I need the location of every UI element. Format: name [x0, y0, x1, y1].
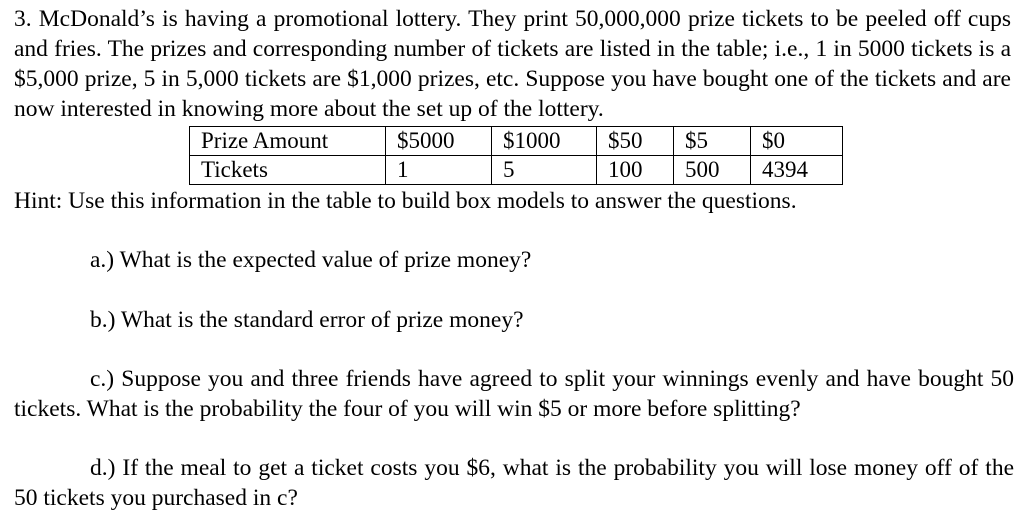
question-c: [14, 364, 1014, 424]
question-b: [14, 305, 1014, 335]
row-label-prize-amount: Prize Amount: [190, 127, 386, 156]
question-b-text: b.) What is the standard error of prize money?: [90, 307, 524, 333]
hint-text: Hint: Use this information in the table to build box models to answer the questions.: [14, 188, 797, 214]
question-c-text: c.) Suppose you and three friends have agreed to split your winnings evenly and have bought 50 tickets. What is the probability the four of you will win $5 or more before splitting?: [14, 366, 1014, 422]
table-cell: 4394: [751, 156, 843, 185]
problem-intro: 3. McDonald’s is having a promotional lottery. They print 50,000,000 prize tickets to be peeled off cups and fries. The prizes and corresponding number of tickets are listed in the table; i.e., 1 in 5000 tickets is a $5,000 prize, 5 in 5,000 tickets are $1,000 prizes, etc. Suppose you have bought one of the tickets and are now interested in knowing more about the set up of the lottery.: [14, 6, 1011, 122]
question-a-text: a.) What is the expected value of prize money?: [90, 247, 532, 273]
table-cell: $1000: [492, 127, 597, 156]
table-cell: 500: [674, 156, 751, 185]
table-cell: 5: [492, 156, 597, 185]
table-cell: $5000: [386, 127, 492, 156]
row-label-tickets: Tickets: [190, 156, 386, 185]
table-cell: 1: [386, 156, 492, 185]
tickets-row: [190, 156, 843, 185]
table-cell: $0: [751, 127, 843, 156]
table-cell: $5: [674, 127, 751, 156]
prize-amount-row: [190, 127, 843, 156]
question-d: [14, 453, 1014, 513]
problem-document: [14, 4, 1014, 511]
prize-table: [189, 126, 843, 185]
table-cell: $50: [597, 127, 674, 156]
question-d-text: d.) If the meal to get a ticket costs you $6, what is the probability you will lose money off of the 50 tickets you purchased in c?: [14, 455, 1014, 511]
table-cell: 100: [597, 156, 674, 185]
question-a: [14, 245, 1014, 275]
